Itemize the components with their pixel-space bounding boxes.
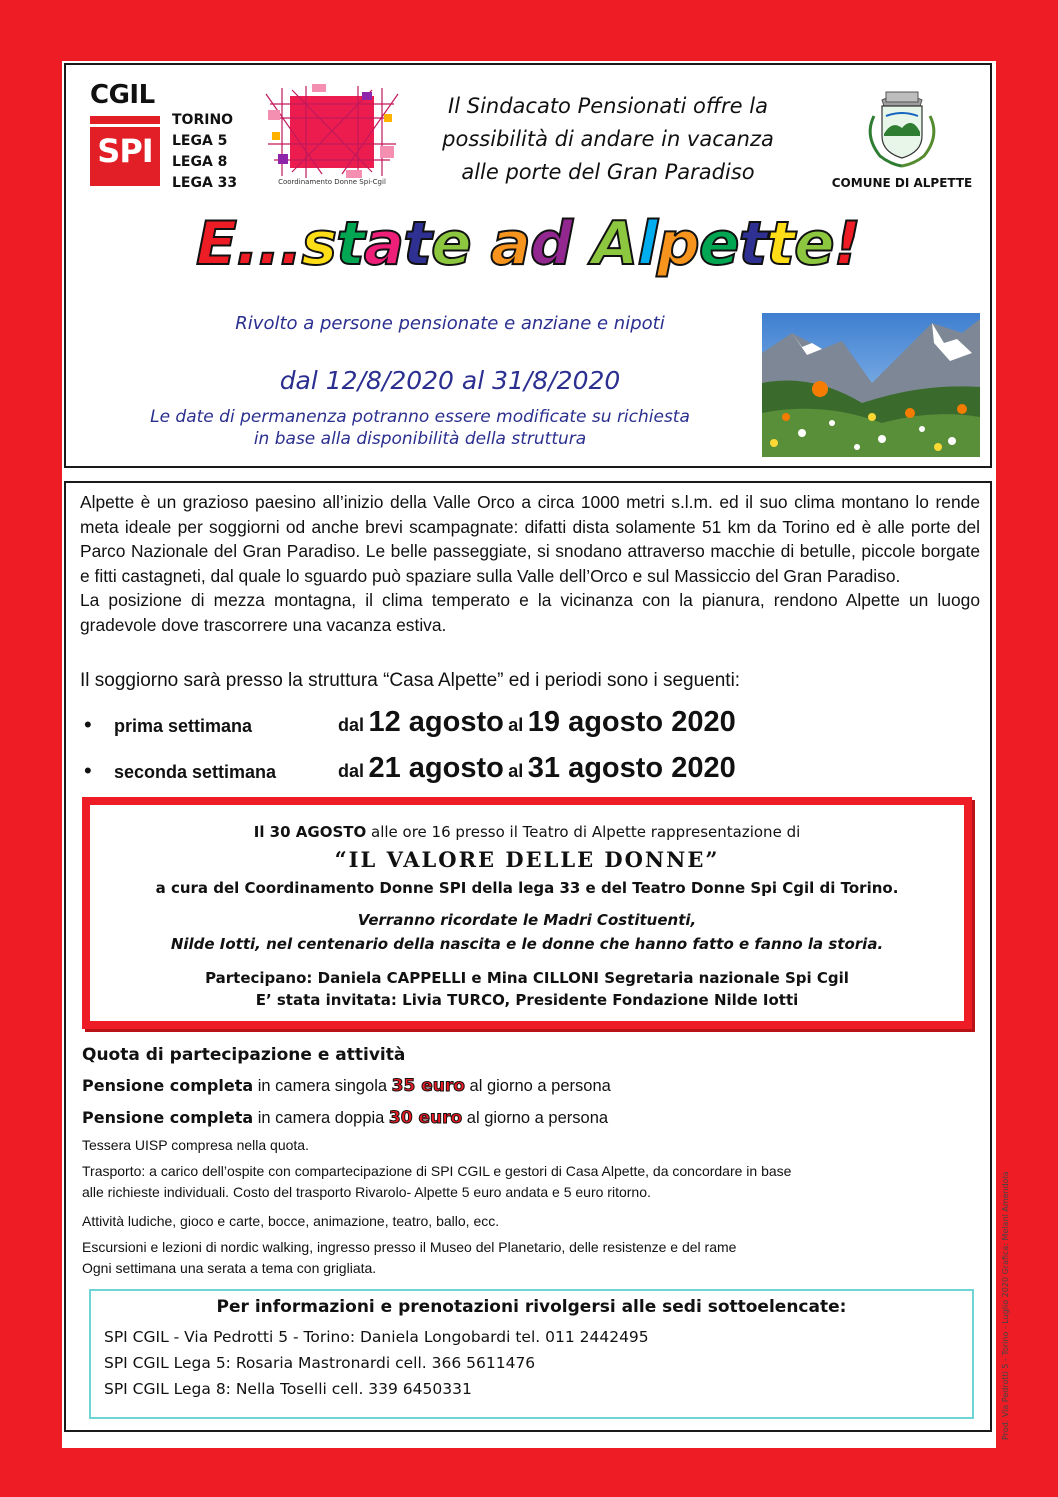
period-end: 19 agosto 2020 (527, 706, 736, 738)
attivita-text (82, 1211, 982, 1232)
spi-logo-text: SPI (97, 132, 153, 170)
event-participants: Partecipano: Daniela CAPPELLI e Mina CILLONI Segretaria nazionale Spi Cgil (205, 969, 849, 987)
title-letter (471, 209, 491, 279)
event-italic-line: Nilde Iotti, nel centenario della nascita e le donne che hanno fatto e fanno la storia. (170, 935, 884, 953)
title-letter: ! (833, 209, 861, 279)
period-row (84, 704, 984, 744)
trasporto-line: alle richieste individuali. Costo del trasporto Rivarolo- Alpette 5 euro andata e 5 euro ritorno. (82, 1184, 651, 1200)
description-paragraph: Alpette è un grazioso paesino all’inizio della Valle Orco a circa 1000 metri s.l.m. ed il suo clima montano lo rende meta ideale per soggiorni od anche brevi scampagnate: difatti dista solamente 51 km da Torino ed è alle porte del Parco Nazionale del Gran Paradiso. Le belle passeggiate, si snodano attraverso macchie di betulle, piccole borgate e fitti castagneti, dal quale lo sguardo può spaziare sulla Valle dell’Orco e sul Massiccio del Gran Paradiso. (80, 492, 980, 586)
title-letter: A (591, 209, 638, 279)
event-italic-line: Verranno ricordate le Madri Costituenti, (357, 911, 697, 929)
spi-logo-band (90, 124, 160, 127)
title-letter: p (656, 209, 699, 279)
period-dal: dal (338, 715, 365, 735)
branch-item: TORINO (172, 112, 234, 128)
contact-line: SPI CGIL - Via Pedrotti 5 - Torino: Daniela Longobardi tel. 011 2442495 (104, 1328, 649, 1346)
period-start: 12 agosto (368, 706, 504, 738)
audience-text: Rivolto a persone pensionate e anziane e nipoti (235, 313, 665, 334)
description-paragraph: La posizione di mezza montagna, il clima temperato e la vicinanza con la pianura, rendono Alpette un luogo gradevole dove trascorrere una vacanza estiva. (80, 590, 980, 635)
period-al: al (508, 715, 524, 735)
intro-line: alle porte del Gran Paradiso (461, 160, 755, 184)
period-row (84, 750, 984, 790)
price-suffix: al giorno a persona (462, 1109, 609, 1127)
info-title: Per informazioni e prenotazioni rivolgersi alle sedi sottoelencate: (216, 1297, 847, 1317)
intro-line: Il Sindacato Pensionati offre la (448, 94, 768, 118)
branch-item: LEGA 5 (172, 133, 228, 149)
title-letter: e (698, 209, 739, 279)
period-dal: dal (338, 761, 365, 781)
coordinamento-donne-logo (262, 84, 402, 180)
price-row (82, 1108, 608, 1128)
escursioni-text (82, 1237, 982, 1279)
coordinamento-caption: Coordinamento Donne Spi-Cgil (278, 178, 386, 186)
mountain-flowers-photo (762, 313, 980, 457)
description (80, 490, 980, 637)
title-letter: t (766, 209, 794, 279)
title-letter: t (403, 209, 431, 279)
event-date: Il 30 AGOSTO (253, 823, 367, 841)
title-letter: E (195, 209, 236, 279)
title-letter: d (530, 209, 572, 279)
contact-line: SPI CGIL Lega 5: Rosaria Mastronardi cell. 366 5611476 (104, 1354, 536, 1372)
intro-text (418, 90, 798, 189)
note-line: in base alla disponibilità della struttura (253, 429, 587, 449)
title-letter: e (430, 209, 471, 279)
branch-item: LEGA 33 (172, 175, 238, 191)
period-start: 21 agosto (368, 752, 504, 784)
tessera-line: Tessera UISP compresa nella quota. (82, 1137, 309, 1153)
event-box (82, 797, 972, 1029)
event-show-title: “IL VALORE DELLE DONNE” (334, 847, 720, 872)
event-location: alle ore 16 presso il Teatro di Alpette rappresentazione di (366, 823, 801, 841)
period-range (338, 706, 736, 739)
trasporto-line: Trasporto: a carico dell’ospite con compartecipazione di SPI CGIL e gestori di Casa Alpette, da concordare in base (82, 1163, 792, 1179)
price-amount: 35 euro (391, 1076, 465, 1096)
production-credit: Prod. Via Pedrotti 5 - Torino - Luglio 2020 Grafica: Melani Amendola (1001, 1171, 1010, 1440)
escursioni-line: Ogni settimana una serata a tema con grigliata. (82, 1260, 377, 1276)
event-curator: a cura del Coordinamento Donne SPI della lega 33 e del Teatro Donne Spi Cgil di Torino. (155, 879, 899, 897)
title-letter: s (301, 209, 337, 279)
tessera-text (82, 1135, 982, 1156)
title-letter: t (336, 209, 364, 279)
trasporto-text (82, 1161, 982, 1203)
title-letter: ... (235, 209, 302, 279)
price-amount: 30 euro (388, 1108, 463, 1128)
period-name: seconda settimana (114, 762, 277, 782)
title-letter: a (490, 209, 531, 279)
spi-logo (90, 116, 160, 186)
comune-coat-of-arms (852, 86, 952, 170)
comune-label: COMUNE DI ALPETTE (831, 176, 973, 190)
branch-item: LEGA 8 (172, 154, 228, 170)
price-suffix: al giorno a persona (464, 1077, 611, 1095)
price-room: in camera doppia (253, 1109, 389, 1127)
quota-heading: Quota di partecipazione e attività (82, 1045, 406, 1065)
attivita-line: Attività ludiche, gioco e carte, bocce, animazione, teatro, ballo, ecc. (82, 1213, 500, 1229)
price-row (82, 1076, 611, 1096)
date-notes (80, 406, 760, 450)
event-line (90, 823, 964, 841)
date-range: dal 12/8/2020 al 31/8/2020 (279, 366, 621, 395)
event-invited: E’ stata invitata: Livia TURCO, Presidente Fondazione Nilde Iotti (255, 991, 799, 1009)
contact-line: SPI CGIL Lega 8: Nella Toselli cell. 339 6450331 (104, 1380, 472, 1398)
title-letter: t (738, 209, 767, 279)
price-label: Pensione completa (82, 1076, 254, 1095)
branch-list (172, 110, 237, 194)
period-al: al (508, 761, 524, 781)
cgil-logo-text: CGIL (90, 80, 155, 110)
period-name: prima settimana (114, 716, 253, 736)
title-letter: a (363, 209, 404, 279)
bullet-icon: • (84, 712, 92, 737)
soggiorno-text: Il soggiorno sarà presso la struttura “Casa Alpette” ed i periodi sono i seguenti: (80, 670, 741, 691)
price-label: Pensione completa (82, 1108, 254, 1127)
main-title (64, 208, 992, 280)
period-end: 31 agosto 2020 (527, 752, 736, 784)
title-letter (572, 209, 592, 279)
period-range (338, 752, 736, 785)
title-letter: e (793, 209, 834, 279)
note-line: Le date di permanenza potranno essere modificate su richiesta (150, 407, 690, 427)
title-letter: l (637, 209, 657, 279)
price-room: in camera singola (253, 1077, 392, 1095)
bullet-icon: • (84, 758, 92, 783)
escursioni-line: Escursioni e lezioni di nordic walking, ingresso presso il Museo del Planetario, delle resistenze e del rame (82, 1239, 737, 1255)
intro-line: possibilità di andare in vacanza (442, 127, 774, 151)
